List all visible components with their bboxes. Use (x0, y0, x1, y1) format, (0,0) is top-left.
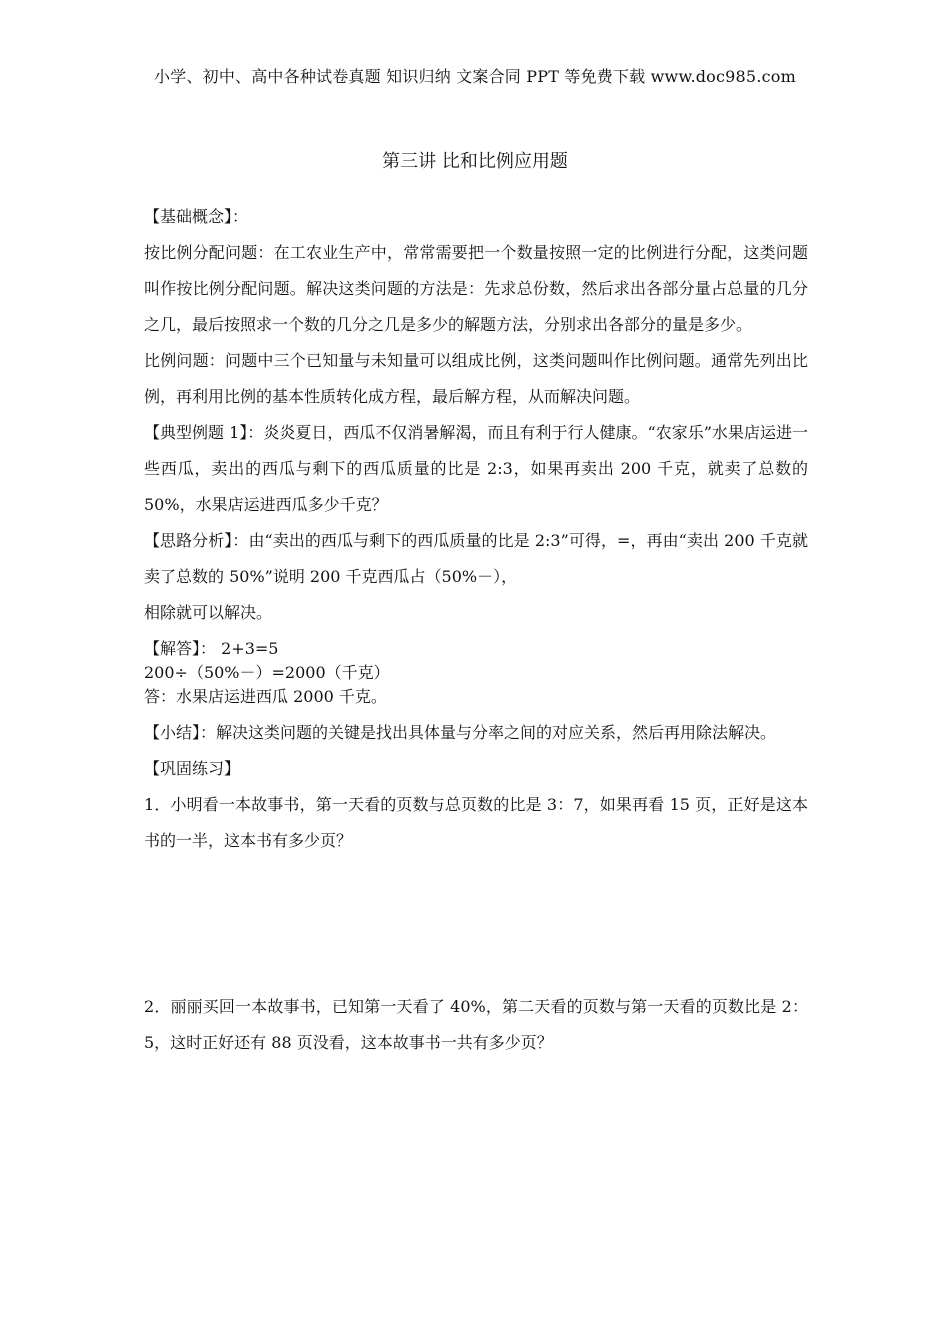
example-heading: 【典型例题 1】： (144, 423, 264, 442)
summary-text: 解决这类问题的关键是找出具体量与分率之间的对应关系，然后再用除法解决。 (216, 723, 777, 742)
practice-heading: 【巩固练习】 (144, 759, 241, 778)
summary-heading: 【小结】： (144, 723, 217, 742)
concept-paragraph-proportional-distribution: 按比例分配问题：在工农业生产中，常常需要把一个数量按照一定的比例进行分配，这类问题叫作按比例分配问题。解决这类问题的方法是：先求总份数，然后求出各部分量占总量的几分之几，最后按照求一个数的几分之几是多少的解题方法，分别求出各部分的量是多少。 (144, 243, 808, 334)
practice-question-1: 1．小明看一本故事书，第一天看的页数与总页数的比是 3：7，如果再看 15 页，正好是这本书的一半，这本书有多少页？ (144, 795, 808, 850)
answer-line-1: 2+3=5 (221, 639, 279, 658)
concept-paragraph-proportion: 比例问题：问题中三个已知量与未知量可以组成比例，这类问题叫作比例问题。通常先列出比例，再利用比例的基本性质转化成方程，最后解方程，从而解决问题。 (144, 351, 808, 406)
lesson-title: 第三讲 比和比例应用题 (382, 151, 568, 172)
page-header: 小学、初中、高中各种试卷真题 知识归纳 文案合同 PPT 等免费下载 www.doc985.com (154, 67, 796, 86)
summary-paragraph (144, 715, 808, 751)
concepts-heading: 【基础概念】： (144, 207, 249, 226)
example-text: 炎炎夏日，西瓜不仅消暑解渴，而且有利于行人健康。“农家乐”水果店运进一些西瓜，卖出的西瓜与剩下的西瓜质量的比是 2:3，如果再卖出 200 千克，就卖了总数的 50%，水果店运进西瓜多少千克？ (144, 423, 808, 514)
analysis-text: 由“卖出的西瓜与剩下的西瓜质量的比是 2:3”可得，=，再由“卖出 200 千克就卖了总数的 50%”说明 200 千克西瓜占（50%－）， (144, 531, 808, 586)
practice-question-2: 2．丽丽买回一本故事书，已知第一天看了 40%，第二天看的页数与第一天看的页数比是 2：5，这时正好还有 88 页没看，这本故事书一共有多少页？ (144, 997, 808, 1052)
answer-line-2: 200÷（50%－）=2000（千克） (144, 663, 390, 682)
analysis-heading: 【思路分析】： (144, 531, 249, 550)
analysis-conclusion: 相除就可以解决。 (144, 603, 273, 622)
answer-line-3: 答：水果店运进西瓜 2000 千克。 (144, 687, 387, 706)
analysis-paragraph (144, 523, 808, 595)
answer-space (144, 859, 808, 989)
answer-heading: 【解答】： (144, 639, 217, 658)
document-body (144, 199, 808, 1061)
answer-first-line (144, 637, 808, 661)
example-paragraph (144, 415, 808, 523)
